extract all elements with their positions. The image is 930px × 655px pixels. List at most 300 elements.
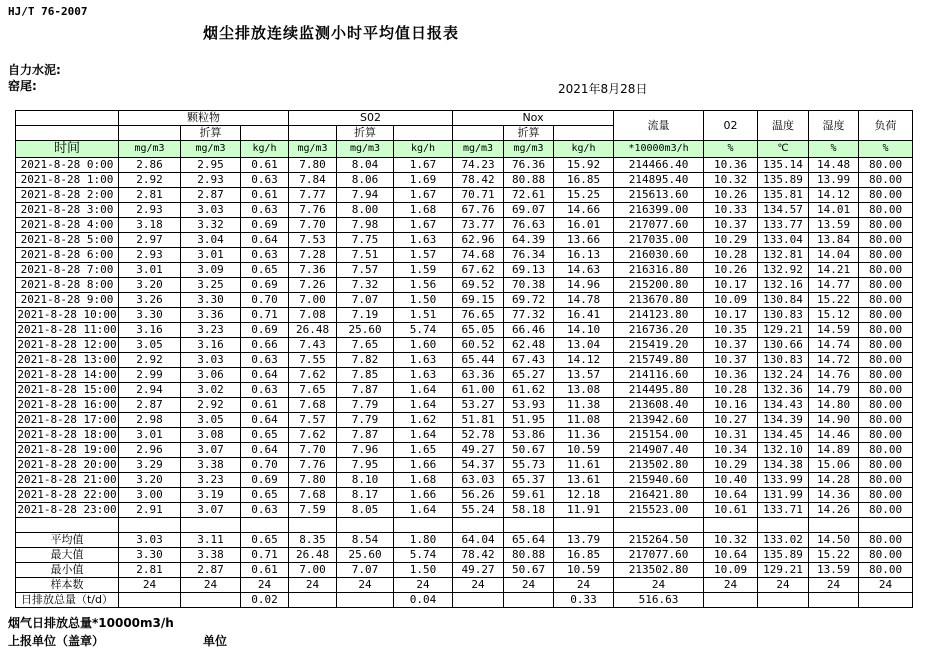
value-cell: 14.28	[809, 473, 859, 488]
standard-code: HJ/T 76-2007	[8, 5, 88, 18]
value-cell: 65.27	[504, 368, 554, 383]
value-cell: 24	[337, 578, 394, 593]
value-cell: 24	[704, 578, 758, 593]
value-cell: 7.57	[337, 263, 394, 278]
value-cell: 80.00	[859, 278, 913, 293]
group-header-pm: 颗粒物	[119, 111, 289, 126]
unit-label: 单位	[203, 634, 228, 648]
value-cell: 7.07	[337, 563, 394, 578]
converted-header-so2: 折算	[337, 126, 394, 141]
blank-cell	[809, 518, 859, 533]
value-cell: 7.43	[289, 338, 337, 353]
unit-cell: mg/m3	[119, 141, 181, 158]
value-cell: 0.71	[241, 548, 289, 563]
value-cell: 3.19	[181, 488, 241, 503]
value-cell: 76.36	[504, 158, 554, 173]
value-cell: 134.39	[758, 413, 809, 428]
value-cell: 3.23	[181, 473, 241, 488]
data-row	[16, 233, 913, 248]
value-cell: 0.63	[241, 203, 289, 218]
value-cell: 7.07	[337, 293, 394, 308]
value-cell: 16.85	[554, 173, 614, 188]
data-row	[16, 443, 913, 458]
value-cell: 10.36	[704, 158, 758, 173]
blank-cell	[241, 518, 289, 533]
value-cell: 10.59	[554, 563, 614, 578]
value-cell: 2.97	[119, 233, 181, 248]
value-cell: 7.68	[289, 398, 337, 413]
value-cell: 7.76	[289, 203, 337, 218]
unit-cell: *10000m3/h	[614, 141, 704, 158]
time-cell: 2021-8-28 21:00	[17, 473, 117, 486]
value-cell: 2.93	[119, 248, 181, 263]
value-cell: 2.81	[119, 563, 181, 578]
time-cell: 2021-8-28 17:00	[17, 413, 117, 426]
daily-total-row	[16, 593, 913, 608]
time-cell: 2021-8-28 22:00	[17, 488, 117, 501]
value-cell: 14.46	[809, 428, 859, 443]
value-cell: 214895.40	[614, 173, 704, 188]
value-cell: 15.22	[809, 548, 859, 563]
converted-header-pm: 折算	[181, 126, 241, 141]
value-cell: 132.24	[758, 368, 809, 383]
value-cell: 2.92	[181, 398, 241, 413]
value-cell: 216399.00	[614, 203, 704, 218]
value-cell: 80.00	[859, 233, 913, 248]
value-cell: 74.68	[453, 248, 504, 263]
value-cell: 8.17	[337, 488, 394, 503]
value-cell: 60.52	[453, 338, 504, 353]
value-cell: 0.64	[241, 443, 289, 458]
value-cell: 59.61	[504, 488, 554, 503]
time-cell: 2021-8-28 0:00	[16, 158, 119, 173]
value-cell: 0.64	[241, 413, 289, 428]
value-cell: 3.11	[181, 533, 241, 548]
value-cell	[809, 593, 859, 608]
value-cell: 8.54	[337, 533, 394, 548]
value-cell: 49.27	[453, 563, 504, 578]
value-cell: 2.98	[119, 413, 181, 428]
report-table	[15, 110, 913, 608]
value-cell: 15.92	[554, 158, 614, 173]
value-cell: 67.43	[504, 353, 554, 368]
data-row	[16, 473, 913, 488]
value-cell: 61.00	[453, 383, 504, 398]
value-cell: 74.23	[453, 158, 504, 173]
value-cell: 7.19	[337, 308, 394, 323]
value-cell: 14.79	[809, 383, 859, 398]
value-cell: 80.00	[859, 173, 913, 188]
value-cell: 3.20	[119, 278, 181, 293]
value-cell: 7.95	[337, 458, 394, 473]
value-cell: 24	[119, 578, 181, 593]
value-cell: 1.50	[394, 563, 453, 578]
data-row	[16, 503, 913, 518]
value-cell: 10.29	[704, 458, 758, 473]
value-cell: 3.18	[119, 218, 181, 233]
unit-cell: mg/m3	[181, 141, 241, 158]
value-cell: 3.16	[181, 338, 241, 353]
value-cell: 11.38	[554, 398, 614, 413]
value-cell: 14.26	[809, 503, 859, 518]
value-cell: 7.84	[289, 173, 337, 188]
value-cell: 10.26	[704, 188, 758, 203]
value-cell: 3.16	[119, 323, 181, 338]
value-cell: 8.06	[337, 173, 394, 188]
time-cell: 2021-8-28 10:00	[17, 308, 117, 321]
value-cell: 7.62	[289, 368, 337, 383]
blank-cell	[289, 126, 337, 141]
value-cell: 24	[289, 578, 337, 593]
value-cell: 2.92	[119, 353, 181, 368]
group-header-flow: 流量	[614, 111, 704, 141]
time-cell: 2021-8-28 20:00	[17, 458, 117, 471]
page-title: 烟尘排放连续监测小时平均值日报表	[203, 24, 460, 42]
value-cell: 80.00	[859, 158, 913, 173]
data-row	[16, 203, 913, 218]
blank-cell	[504, 518, 554, 533]
value-cell: 80.00	[859, 218, 913, 233]
value-cell: 8.00	[337, 203, 394, 218]
value-cell	[181, 593, 241, 608]
value-cell: 10.64	[704, 548, 758, 563]
value-cell: 0.63	[241, 248, 289, 263]
time-cell: 2021-8-28 15:00	[17, 383, 117, 396]
value-cell: 3.03	[119, 533, 181, 548]
value-cell: 0.61	[241, 158, 289, 173]
data-row	[16, 488, 913, 503]
unit-cell: mg/m3	[504, 141, 554, 158]
value-cell: 0.69	[241, 278, 289, 293]
value-cell: 7.70	[289, 218, 337, 233]
value-cell	[758, 593, 809, 608]
blank-cell	[289, 518, 337, 533]
value-cell: 0.65	[241, 263, 289, 278]
flow-total-note: 烟气日排放总量*10000m3/h	[8, 616, 174, 630]
blank-cell	[614, 518, 704, 533]
summary-label: 样本数	[16, 578, 119, 593]
value-cell: 3.01	[119, 263, 181, 278]
data-row	[16, 158, 913, 173]
blank-cell	[554, 126, 614, 141]
value-cell: 130.66	[758, 338, 809, 353]
value-cell: 26.48	[289, 548, 337, 563]
value-cell: 1.68	[394, 203, 453, 218]
value-cell: 215154.00	[614, 428, 704, 443]
value-cell: 80.00	[859, 353, 913, 368]
value-cell: 215264.50	[614, 533, 704, 548]
value-cell: 80.00	[859, 563, 913, 578]
value-cell: 10.26	[704, 263, 758, 278]
value-cell: 16.01	[554, 218, 614, 233]
value-cell: 10.17	[704, 278, 758, 293]
value-cell: 135.81	[758, 188, 809, 203]
data-row	[16, 293, 913, 308]
unit-cell: kg/h	[241, 141, 289, 158]
value-cell: 80.00	[859, 533, 913, 548]
summary-row	[16, 578, 913, 593]
data-row	[16, 383, 913, 398]
value-cell: 3.26	[119, 293, 181, 308]
value-cell: 3.30	[119, 548, 181, 563]
group-header-o2: 02	[704, 111, 758, 141]
value-cell: 131.99	[758, 488, 809, 503]
value-cell: 2.96	[119, 443, 181, 458]
value-cell: 14.12	[554, 353, 614, 368]
value-cell: 25.60	[337, 548, 394, 563]
time-cell: 2021-8-28 23:00	[17, 503, 117, 516]
blank-cell	[337, 518, 394, 533]
monitoring-point: 窑尾:	[8, 79, 37, 93]
value-cell: 8.05	[337, 503, 394, 518]
value-cell: 11.91	[554, 503, 614, 518]
value-cell: 49.27	[453, 443, 504, 458]
value-cell: 24	[554, 578, 614, 593]
value-cell: 80.00	[859, 383, 913, 398]
value-cell: 1.50	[394, 293, 453, 308]
value-cell: 80.00	[859, 548, 913, 563]
value-cell: 26.48	[289, 323, 337, 338]
value-cell: 3.32	[181, 218, 241, 233]
value-cell: 2.86	[119, 158, 181, 173]
value-cell: 213502.80	[614, 458, 704, 473]
group-header-temperature: 温度	[758, 111, 809, 141]
value-cell: 24	[809, 578, 859, 593]
value-cell: 133.02	[758, 533, 809, 548]
summary-label: 最小值	[16, 563, 119, 578]
value-cell: 214123.80	[614, 308, 704, 323]
value-cell: 24	[241, 578, 289, 593]
value-cell: 13.08	[554, 383, 614, 398]
value-cell: 52.78	[453, 428, 504, 443]
value-cell: 2.81	[119, 188, 181, 203]
value-cell: 53.86	[504, 428, 554, 443]
value-cell: 14.72	[809, 353, 859, 368]
value-cell: 0.63	[241, 503, 289, 518]
value-cell: 80.00	[859, 308, 913, 323]
value-cell: 58.18	[504, 503, 554, 518]
value-cell: 0.71	[241, 308, 289, 323]
value-cell: 213670.80	[614, 293, 704, 308]
value-cell: 64.39	[504, 233, 554, 248]
value-cell: 215613.60	[614, 188, 704, 203]
value-cell: 213502.80	[614, 563, 704, 578]
blank-cell	[859, 518, 913, 533]
value-cell: 67.76	[453, 203, 504, 218]
value-cell: 69.07	[504, 203, 554, 218]
data-row	[16, 278, 913, 293]
value-cell: 14.01	[809, 203, 859, 218]
value-cell: 7.57	[289, 413, 337, 428]
value-cell: 3.38	[181, 458, 241, 473]
value-cell: 8.10	[337, 473, 394, 488]
value-cell: 0.04	[394, 593, 453, 608]
value-cell: 1.66	[394, 488, 453, 503]
unit-cell: %	[809, 141, 859, 158]
value-cell: 80.00	[859, 488, 913, 503]
value-cell: 10.28	[704, 383, 758, 398]
value-cell: 1.65	[394, 443, 453, 458]
blank-cell	[119, 126, 181, 141]
value-cell: 10.36	[704, 368, 758, 383]
value-cell: 132.92	[758, 263, 809, 278]
value-cell: 10.32	[704, 173, 758, 188]
value-cell: 130.83	[758, 353, 809, 368]
value-cell: 2.87	[181, 563, 241, 578]
time-cell: 2021-8-28 3:00	[16, 203, 119, 218]
value-cell: 2.95	[181, 158, 241, 173]
value-cell: 80.00	[859, 413, 913, 428]
blank-cell	[394, 126, 453, 141]
data-row	[16, 323, 913, 338]
time-column-header: 时间	[16, 141, 119, 158]
value-cell: 15.25	[554, 188, 614, 203]
value-cell: 3.00	[119, 488, 181, 503]
value-cell: 8.04	[337, 158, 394, 173]
value-cell: 1.80	[394, 533, 453, 548]
value-cell: 70.38	[504, 278, 554, 293]
value-cell: 14.04	[809, 248, 859, 263]
value-cell: 64.04	[453, 533, 504, 548]
value-cell: 78.42	[453, 548, 504, 563]
value-cell: 0.63	[241, 383, 289, 398]
unit-cell: kg/h	[394, 141, 453, 158]
value-cell: 13.66	[554, 233, 614, 248]
value-cell: 80.00	[859, 473, 913, 488]
value-cell: 69.15	[453, 293, 504, 308]
summary-row	[16, 533, 913, 548]
value-cell: 7.08	[289, 308, 337, 323]
value-cell: 80.00	[859, 443, 913, 458]
value-cell: 7.53	[289, 233, 337, 248]
group-header-humidity: 湿度	[809, 111, 859, 141]
value-cell: 7.00	[289, 293, 337, 308]
company-name: 自力水泥:	[8, 63, 61, 77]
value-cell: 3.08	[181, 428, 241, 443]
blank-cell	[704, 518, 758, 533]
value-cell: 133.71	[758, 503, 809, 518]
value-cell: 24	[614, 578, 704, 593]
value-cell: 134.57	[758, 203, 809, 218]
value-cell: 0.65	[241, 533, 289, 548]
value-cell: 133.04	[758, 233, 809, 248]
value-cell: 15.12	[809, 308, 859, 323]
time-cell: 2021-8-28 6:00	[16, 248, 119, 263]
value-cell: 3.09	[181, 263, 241, 278]
value-cell: 10.59	[554, 443, 614, 458]
data-row	[16, 353, 913, 368]
value-cell: 3.25	[181, 278, 241, 293]
value-cell: 77.32	[504, 308, 554, 323]
unit-cell: %	[859, 141, 913, 158]
value-cell: 76.65	[453, 308, 504, 323]
value-cell: 65.64	[504, 533, 554, 548]
value-cell: 80.00	[859, 323, 913, 338]
value-cell	[119, 593, 181, 608]
value-cell: 1.67	[394, 218, 453, 233]
value-cell: 1.57	[394, 248, 453, 263]
value-cell: 14.90	[809, 413, 859, 428]
value-cell: 214116.60	[614, 368, 704, 383]
value-cell: 55.24	[453, 503, 504, 518]
value-cell: 15.22	[809, 293, 859, 308]
value-cell: 0.69	[241, 323, 289, 338]
value-cell: 69.52	[453, 278, 504, 293]
value-cell: 63.03	[453, 473, 504, 488]
value-cell: 8.35	[289, 533, 337, 548]
value-cell: 133.99	[758, 473, 809, 488]
value-cell: 216030.60	[614, 248, 704, 263]
value-cell: 7.85	[337, 368, 394, 383]
value-cell: 215200.80	[614, 278, 704, 293]
blank-cell	[16, 111, 119, 126]
value-cell: 0.63	[241, 353, 289, 368]
value-cell: 14.80	[809, 398, 859, 413]
value-cell: 3.01	[119, 428, 181, 443]
value-cell: 65.05	[453, 323, 504, 338]
value-cell: 132.10	[758, 443, 809, 458]
value-cell: 14.78	[554, 293, 614, 308]
value-cell: 7.70	[289, 443, 337, 458]
value-cell: 1.60	[394, 338, 453, 353]
value-cell: 1.56	[394, 278, 453, 293]
value-cell: 1.64	[394, 383, 453, 398]
blank-cell	[394, 518, 453, 533]
value-cell: 7.87	[337, 383, 394, 398]
value-cell: 10.37	[704, 338, 758, 353]
value-cell: 1.67	[394, 188, 453, 203]
value-cell: 2.93	[119, 203, 181, 218]
value-cell	[453, 593, 504, 608]
value-cell	[704, 593, 758, 608]
value-cell: 24	[859, 578, 913, 593]
value-cell: 13.59	[809, 563, 859, 578]
value-cell: 7.51	[337, 248, 394, 263]
value-cell: 1.63	[394, 233, 453, 248]
data-row	[16, 338, 913, 353]
value-cell: 24	[181, 578, 241, 593]
value-cell: 7.75	[337, 233, 394, 248]
value-cell: 7.00	[289, 563, 337, 578]
value-cell: 133.77	[758, 218, 809, 233]
data-row	[16, 173, 913, 188]
value-cell: 1.69	[394, 173, 453, 188]
value-cell: 10.61	[704, 503, 758, 518]
value-cell: 217077.60	[614, 548, 704, 563]
data-row	[16, 308, 913, 323]
header-unit-row	[16, 141, 913, 158]
time-cell: 2021-8-28 16:00	[17, 398, 117, 411]
value-cell: 80.88	[504, 548, 554, 563]
value-cell: 13.57	[554, 368, 614, 383]
time-cell: 2021-8-28 19:00	[17, 443, 117, 456]
value-cell: 80.00	[859, 203, 913, 218]
value-cell: 1.64	[394, 428, 453, 443]
value-cell: 80.00	[859, 263, 913, 278]
value-cell: 25.60	[337, 323, 394, 338]
data-row	[16, 413, 913, 428]
value-cell: 69.13	[504, 263, 554, 278]
value-cell: 0.70	[241, 458, 289, 473]
value-cell: 0.02	[241, 593, 289, 608]
value-cell: 132.16	[758, 278, 809, 293]
blank-cell	[181, 518, 241, 533]
value-cell: 10.16	[704, 398, 758, 413]
value-cell: 7.32	[337, 278, 394, 293]
data-row	[16, 188, 913, 203]
value-cell: 10.31	[704, 428, 758, 443]
summary-row	[16, 563, 913, 578]
